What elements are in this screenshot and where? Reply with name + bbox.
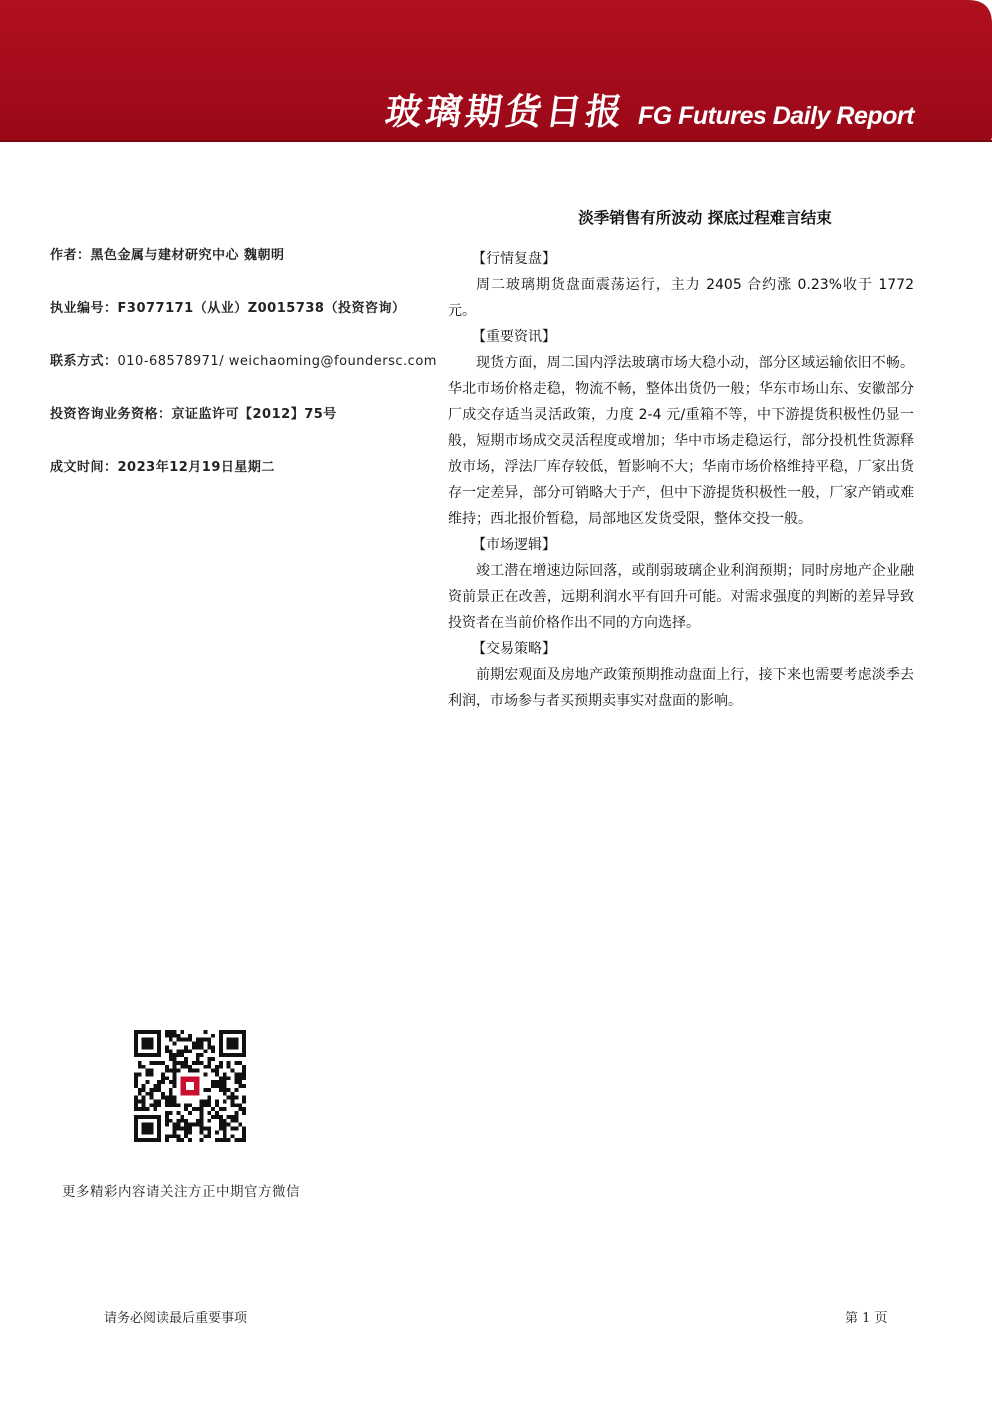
license-value: F3077171（从业）Z0015738（投资咨询） xyxy=(117,301,406,316)
qualification-label: 投资咨询业务资格： xyxy=(50,407,172,422)
footer-notice: 请务必阅读最后重要事项 xyxy=(104,1311,248,1326)
header-banner xyxy=(0,0,992,142)
author-line xyxy=(50,244,440,297)
contact-value: 010-68578971/ weichaoming@foundersc.com xyxy=(117,354,437,369)
section-logic xyxy=(448,532,914,636)
section-news xyxy=(448,324,914,532)
qualification-line xyxy=(50,403,440,456)
date-label: 成文时间： xyxy=(50,460,118,475)
section-strategy xyxy=(448,636,914,714)
section-heading: 【市场逻辑】 xyxy=(472,537,556,553)
qr-code-icon xyxy=(134,1030,246,1142)
author-value: 黑色金属与建材研究中心 魏朝明 xyxy=(90,248,285,263)
article xyxy=(448,206,914,714)
section-paragraph: 周二玻璃期货盘面震荡运行，主力 2405 合约涨 0.23%收于 1772元。 xyxy=(448,277,914,319)
section-heading: 【行情复盘】 xyxy=(472,251,556,267)
article-title: 淡季销售有所波动 探底过程难言结束 xyxy=(578,209,832,227)
section-review xyxy=(448,246,914,324)
section-heading: 【重要资讯】 xyxy=(472,329,556,345)
section-heading: 【交易策略】 xyxy=(472,641,556,657)
qualification-value: 京证监许可【2012】75号 xyxy=(171,407,337,422)
section-paragraph: 竣工潜在增速边际回落，或削弱玻璃企业利润预期；同时房地产企业融资前景正在改善，远期利润水平有回升可能。对需求强度的判断的差异导致投资者在当前价格作出不同的方向选择。 xyxy=(448,563,914,631)
section-paragraph: 现货方面，周二国内浮法玻璃市场大稳小动，部分区域运输依旧不畅。华北市场价格走稳，物流不畅，整体出货仍一般；华东市场山东、安徽部分厂成交存适当灵活政策，力度 2-4 元/重箱不等，中下游提货积极性仍显一般，短期市场成交灵活程度或增加；华中市场走稳运行，部分投机性货源释放市场，浮法厂库存较低，暂影响不大；华南市场价格维持平稳，厂家出货存一定差异，部分可销略大于产，但中下游提货积极性一般，厂家产销或难维持；西北报价暂稳，局部地区发货受限，整体交投一般。 xyxy=(448,355,914,527)
report-title xyxy=(382,84,914,134)
page-number: 第 1 页 xyxy=(845,1311,888,1326)
report-title-en: FG Futures Daily Report xyxy=(637,102,914,130)
license-line xyxy=(50,297,440,350)
date-value: 2023年12月19日星期二 xyxy=(117,460,275,475)
author-info xyxy=(50,244,440,509)
author-label: 作者： xyxy=(50,248,91,263)
wechat-qr-code xyxy=(134,1030,246,1142)
report-title-cn: 玻璃期货日报 xyxy=(382,92,629,133)
contact-label: 联系方式： xyxy=(50,354,118,369)
date-line xyxy=(50,456,440,509)
license-label: 执业编号： xyxy=(50,301,118,316)
contact-line xyxy=(50,350,440,403)
qr-caption: 更多精彩内容请关注方正中期官方微信 xyxy=(62,1184,300,1200)
section-paragraph: 前期宏观面及房地产政策预期推动盘面上行，接下来也需要考虑淡季去利润，市场参与者买预期卖事实对盘面的影响。 xyxy=(448,667,914,709)
